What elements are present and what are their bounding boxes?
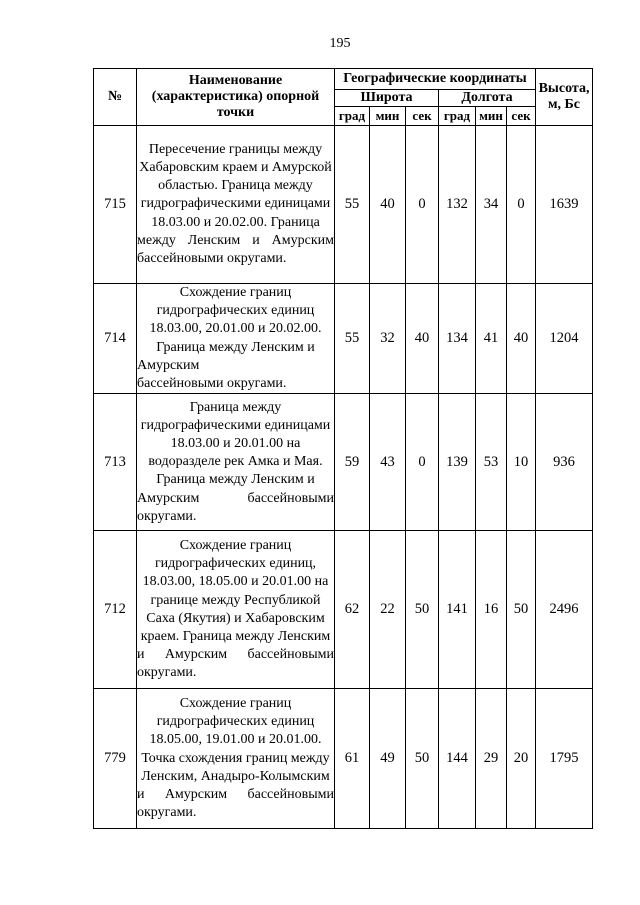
lon-min: 16 xyxy=(476,531,507,689)
header-height: Высота, м, Бс xyxy=(536,69,593,126)
point-number: 779 xyxy=(94,689,137,829)
height-value: 1795 xyxy=(536,689,593,829)
lon-min: 29 xyxy=(476,689,507,829)
lon-deg: 132 xyxy=(439,126,476,284)
lon-min: 41 xyxy=(476,284,507,394)
lat-sec: 0 xyxy=(406,394,439,531)
point-description: Граница между гидрографическими единицами 18.03.00 и 20.01.00 на водоразделе рек Амка и Мая. Граница между Ленским и Амурским бассейновыми округами. xyxy=(137,394,335,531)
height-value: 2496 xyxy=(536,531,593,689)
lon-sec: 20 xyxy=(507,689,536,829)
table-row xyxy=(94,394,593,531)
header-geo-coordinates: Географические координаты xyxy=(335,69,536,90)
lat-deg: 55 xyxy=(335,284,370,394)
lat-deg: 61 xyxy=(335,689,370,829)
lat-deg: 55 xyxy=(335,126,370,284)
page-number: 195 xyxy=(329,36,351,51)
header-lon-sec: сек xyxy=(507,107,536,126)
lon-deg: 139 xyxy=(439,394,476,531)
lon-sec: 10 xyxy=(507,394,536,531)
point-number: 715 xyxy=(94,126,137,284)
header-longitude: Долгота xyxy=(439,90,536,107)
lon-deg: 141 xyxy=(439,531,476,689)
lon-min: 34 xyxy=(476,126,507,284)
lat-deg: 62 xyxy=(335,531,370,689)
lon-sec: 40 xyxy=(507,284,536,394)
table-row xyxy=(94,689,593,829)
table-header xyxy=(94,69,593,126)
height-value: 936 xyxy=(536,394,593,531)
lat-min: 49 xyxy=(370,689,406,829)
point-description: Схождение границ гидрографических единиц 18.05.00, 19.01.00 и 20.01.00. Точка схождения границ между Ленским, Анадыро-Колымским и Амурским бассейновыми округами. xyxy=(137,689,335,829)
point-description: Схождение границ гидрографических единиц 18.03.00, 20.01.00 и 20.02.00. Граница между Ленским и Амурским бассейновыми округами. xyxy=(137,284,335,394)
header-lat-deg: град xyxy=(335,107,370,126)
header-lon-min: мин xyxy=(476,107,507,126)
lat-sec: 50 xyxy=(406,689,439,829)
lat-min: 32 xyxy=(370,284,406,394)
header-lat-sec: сек xyxy=(406,107,439,126)
lat-sec: 0 xyxy=(406,126,439,284)
point-description: Пересечение границы между Хабаровским краем и Амурской областью. Граница между гидрографическими единицами 18.03.00 и 20.02.00. Граница между Ленским и Амурским бассейновыми округами. xyxy=(137,126,335,284)
header-lon-deg: град xyxy=(439,107,476,126)
point-description: Схождение границ гидрографических единиц, 18.03.00, 18.05.00 и 20.01.00 на границе между Республикой Саха (Якутия) и Хабаровским краем. Граница между Ленским и Амурским бассейновыми округами. xyxy=(137,531,335,689)
lat-min: 40 xyxy=(370,126,406,284)
table-row xyxy=(94,126,593,284)
lat-deg: 59 xyxy=(335,394,370,531)
height-value: 1639 xyxy=(536,126,593,284)
lat-sec: 40 xyxy=(406,284,439,394)
height-value: 1204 xyxy=(536,284,593,394)
table-row xyxy=(94,531,593,689)
point-number: 714 xyxy=(94,284,137,394)
table-row xyxy=(94,284,593,394)
header-number: № xyxy=(94,69,137,126)
lon-min: 53 xyxy=(476,394,507,531)
lat-min: 43 xyxy=(370,394,406,531)
lon-sec: 0 xyxy=(507,126,536,284)
point-number: 712 xyxy=(94,531,137,689)
header-lat-min: мин xyxy=(370,107,406,126)
header-name: Наименование (характеристика) опорной точки xyxy=(137,69,335,126)
point-number: 713 xyxy=(94,394,137,531)
lat-min: 22 xyxy=(370,531,406,689)
lon-sec: 50 xyxy=(507,531,536,689)
lon-deg: 144 xyxy=(439,689,476,829)
lon-deg: 134 xyxy=(439,284,476,394)
coordinates-table xyxy=(93,68,593,829)
lat-sec: 50 xyxy=(406,531,439,689)
header-latitude: Широта xyxy=(335,90,439,107)
